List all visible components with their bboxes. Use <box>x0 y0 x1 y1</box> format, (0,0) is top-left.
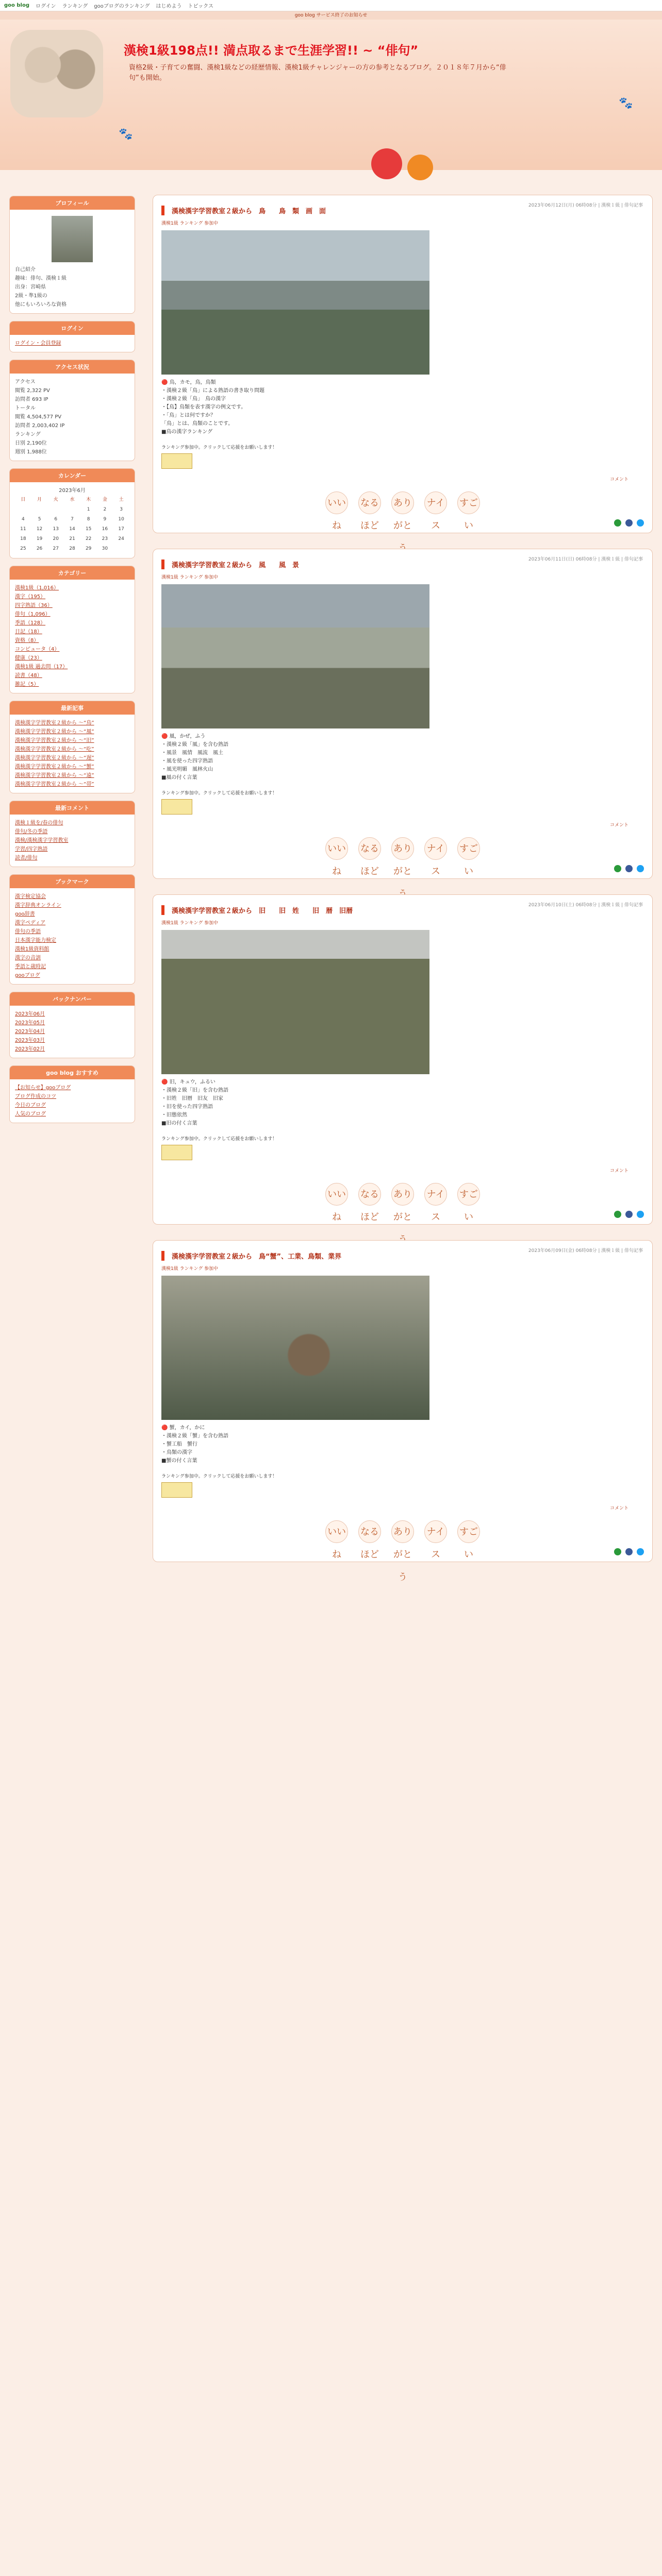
calendar-day[interactable]: 24 <box>118 536 124 541</box>
share-icon[interactable] <box>637 1548 644 1555</box>
access-row: 訪問者 2,003,402 IP <box>15 423 65 429</box>
post-title[interactable]: 漢検漢字学習教室２級から 鳥 鳥 類 画 面 <box>161 206 644 215</box>
categories-link[interactable]: 日記（18） <box>15 629 42 635</box>
blog-title[interactable]: 漢検1級198点!! 満点取るまで生涯学習!! ~ “俳句” <box>124 43 419 58</box>
calendar-box <box>9 468 135 558</box>
comments-box <box>9 801 135 867</box>
backnumber-link[interactable]: 2023年04月 <box>15 1029 45 1035</box>
calendar-day-head: 金 <box>102 497 107 502</box>
comments-link[interactable]: 漢検１級を/春の俳句 <box>15 820 63 826</box>
access-row: 閲覧 2,322 PV <box>15 388 50 394</box>
calendar-day[interactable] <box>47 505 64 515</box>
categories-link[interactable]: 漢検1級（1,016） <box>15 585 59 591</box>
comments-link[interactable]: 漢検/漢検漢字学習教室 <box>15 838 69 843</box>
topbar-item[interactable]: ランキング <box>62 4 88 9</box>
post-date: 2023年06月11日(日) 06時08分 | 漢検１級 | 俳句記事 <box>528 557 643 562</box>
backnumber-box <box>9 992 135 1058</box>
service-notice[interactable]: goo blog サービス終了のお知らせ <box>0 11 662 20</box>
share-icon[interactable] <box>614 1548 621 1555</box>
calendar-day-head: 火 <box>53 497 58 502</box>
profile-line: 自己紹介 <box>15 267 36 273</box>
blog-post <box>153 894 653 1225</box>
post-title[interactable]: 漢検漢字学習教室２級から 鳥“蟹”、工業、鳥類、業界 <box>161 1251 644 1261</box>
calendar-month: 2023年6月 <box>59 488 86 494</box>
access-row: ランキング <box>15 432 41 437</box>
reaction-button[interactable]: すごい <box>457 1520 480 1543</box>
comment-link[interactable]: コメント <box>609 823 628 828</box>
calendar-day[interactable]: 6 <box>54 517 58 522</box>
reaction-bar <box>161 1183 644 1223</box>
reaction-button[interactable]: ありがとう <box>391 1520 414 1543</box>
backnumber-link[interactable]: 2023年05月 <box>15 1020 45 1026</box>
comments-link[interactable]: 俳句/冬の季語 <box>15 829 48 835</box>
reaction-button[interactable]: なるほど <box>358 837 381 860</box>
gooblog-link[interactable]: 今日のブログ <box>15 1103 46 1108</box>
paw-icon: 🐾 <box>619 97 633 110</box>
calendar-day[interactable]: 17 <box>118 527 124 532</box>
post-photo <box>161 1276 429 1420</box>
categories-link[interactable]: 資格（8） <box>15 638 39 643</box>
topbar-item[interactable]: トピックス <box>188 4 213 9</box>
calendar-day[interactable]: 27 <box>53 546 59 551</box>
categories-link[interactable]: 健康（23） <box>15 655 42 661</box>
comment-link[interactable]: コメント <box>609 1506 628 1511</box>
access-box <box>9 360 135 461</box>
calendar-day[interactable]: 3 <box>120 507 123 512</box>
reaction-bar <box>161 1520 644 1583</box>
bookmark-link[interactable]: goo辞書 <box>15 911 35 917</box>
calendar-day[interactable]: 7 <box>71 517 74 522</box>
bookmark-link[interactable]: 季語と歳時記 <box>15 964 46 970</box>
reaction-button[interactable]: いいね <box>325 837 348 860</box>
calendar-table <box>15 495 129 554</box>
gooblog-link[interactable]: 人気のブログ <box>15 1111 46 1117</box>
share-icon[interactable] <box>625 519 633 527</box>
yarn-ball-icon <box>407 155 433 180</box>
bookmark-link[interactable]: 漢字辞典オンライン <box>15 903 61 908</box>
box-heading: バックナンバー <box>10 992 135 1006</box>
calendar-day[interactable] <box>113 544 129 554</box>
calendar-day[interactable]: 19 <box>36 536 43 541</box>
backnumber-link[interactable]: 2023年06月 <box>15 1011 45 1017</box>
blog-description: 資格2級・子育ての奮闘、漢検1級などの経歴情報、漢検1級チャレンジャーの方の参考となるブログ。２０１８年７月から“俳句”も開始。 <box>129 64 506 82</box>
categories-link[interactable]: コンピュータ（4） <box>15 647 60 652</box>
yarn-ball-icon <box>371 148 402 179</box>
bookmark-link[interactable]: 漢字ペディア <box>15 920 46 926</box>
comments-link[interactable]: 学習/四字熟語 <box>15 846 48 852</box>
access-row: 週別 1,988位 <box>15 449 47 455</box>
recent-link[interactable]: 漢検漢字学習教室２級から ～“鳥” <box>15 720 94 726</box>
calendar-day[interactable] <box>31 505 48 515</box>
calendar-day-head: 土 <box>119 497 124 502</box>
calendar-day[interactable]: 21 <box>69 536 75 541</box>
reaction-button[interactable]: ナイス <box>424 1520 447 1543</box>
topbar-item[interactable]: gooブログのランキング <box>94 4 150 9</box>
share-icon[interactable] <box>614 865 621 872</box>
post-highlight: ■蟹の付く言葉 <box>161 1458 197 1464</box>
reaction-button[interactable]: ナイス <box>424 1183 447 1206</box>
share-icon[interactable] <box>625 1211 633 1218</box>
share-icon[interactable] <box>625 1548 633 1555</box>
reaction-button[interactable]: すごい <box>457 492 480 514</box>
categories-link[interactable]: 漢検1級 過去問（17） <box>15 664 68 670</box>
paw-icon: 🐾 <box>119 128 133 141</box>
reaction-button[interactable]: ありがと <box>391 492 414 514</box>
calendar-day[interactable]: 2 <box>103 507 107 512</box>
calendar-day[interactable]: 26 <box>36 546 43 551</box>
post-body: 🔴 旧，キュウ，ふるい ・漢検２級「旧」を含む熟語 ・旧姓 旧暦 旧友 旧家 ・旧を使った四字熟語 ・旧態依然 <box>161 1079 228 1118</box>
profile-line: 趣味：俳句、漢検１級 <box>15 276 67 281</box>
ranking-text: ランキング参加中。クリックして応援をお願いします！ <box>161 445 277 450</box>
reaction-button[interactable]: いいね <box>325 1183 348 1206</box>
reaction-bar <box>161 837 644 877</box>
categories-link[interactable]: 四字熟語（36） <box>15 603 53 608</box>
recent-link[interactable]: 漢検漢字学習教室２級から ～“蟹” <box>15 764 94 770</box>
post-date: 2023年06月09日(金) 06時08分 | 漢検１級 | 俳句記事 <box>528 1248 643 1253</box>
share-icon[interactable] <box>614 1211 621 1218</box>
box-heading: プロフィール <box>10 196 135 210</box>
box-heading: カテゴリー <box>10 566 135 580</box>
goo-logo[interactable]: goo blog <box>4 3 29 8</box>
categories-link[interactable]: 俳句（1,096） <box>15 612 51 617</box>
bookmark-link[interactable]: 日本漢字能力検定 <box>15 938 56 943</box>
recent-link[interactable]: 漢検漢字学習教室２級から ～“吃” <box>15 747 94 752</box>
ranking-text: ランキング参加中。クリックして応援をお願いします！ <box>161 1474 277 1479</box>
comment-link[interactable]: コメント <box>609 477 628 482</box>
blog-post <box>153 549 653 879</box>
calendar-day[interactable]: 14 <box>69 527 75 532</box>
access-row: 日別 2,190位 <box>15 440 47 446</box>
post-title[interactable]: 漢検漢字学習教室２級から 旧 旧 姓 旧 暦 旧暦 <box>161 905 644 915</box>
categories-link[interactable]: 読書（48） <box>15 673 42 679</box>
post-body: 🔴 鳥，カモ，鳥，鳥類 ・漢検２級「鳥」による熟語の書き取り問題 ・漢検２級「鳥」 鳥の漢字 ・【鳥】鳥類を表す漢字の例文です。 ・「鳥」とは何ですか？ 「鳥」とは、鳥類のことです。 <box>161 380 264 427</box>
login-box <box>9 321 135 352</box>
calendar-day[interactable]: 13 <box>53 527 59 532</box>
calendar-day[interactable]: 8 <box>87 517 90 522</box>
bookmark-link[interactable]: 漢字検定協会 <box>15 894 46 900</box>
post-meta[interactable]: 漢検1級 ランキング 参加中 <box>161 1266 219 1272</box>
reaction-button[interactable]: なるほど <box>358 1520 381 1543</box>
top-bar <box>0 0 662 11</box>
reaction-button[interactable]: なるほど <box>358 492 381 514</box>
profile-line: 出身：宮崎県 <box>15 284 46 290</box>
backnumber-link[interactable]: 2023年03月 <box>15 1038 45 1043</box>
post-photo <box>161 230 429 375</box>
calendar-day-head: 水 <box>70 497 75 502</box>
goo-blog-box <box>9 1065 135 1123</box>
calendar-day[interactable]: 11 <box>20 527 26 532</box>
backnumber-link[interactable]: 2023年02月 <box>15 1046 45 1052</box>
ranking-badge[interactable] <box>161 1145 192 1160</box>
calendar-day[interactable]: 1 <box>87 507 90 512</box>
recent-link[interactable]: 漢検漢字学習教室２級から ～“遅” <box>15 755 94 761</box>
box-heading: goo blog おすすめ <box>10 1066 135 1079</box>
calendar-day[interactable]: 20 <box>53 536 59 541</box>
reaction-button[interactable]: いいね <box>325 492 348 514</box>
blog-post <box>153 1240 653 1583</box>
box-heading: ログイン <box>10 321 135 335</box>
calendar-day[interactable]: 23 <box>102 536 108 541</box>
bookmark-link[interactable]: 俳句の季語 <box>15 929 41 935</box>
calendar-day[interactable]: 29 <box>85 546 92 551</box>
ranking-text: ランキング参加中。クリックして応援をお願いします！ <box>161 791 277 796</box>
comments-link[interactable]: 読者/俳句 <box>15 855 38 861</box>
share-icon[interactable] <box>637 865 644 872</box>
reaction-button[interactable]: ナイス <box>424 837 447 860</box>
recent-link[interactable]: 漢検漢字学習教室２級から ～“風” <box>15 729 94 735</box>
post-highlight: ■風の付く言葉 <box>161 775 197 781</box>
profile-line: 他にもいろいろな資格 <box>15 302 67 308</box>
ranking-badge[interactable] <box>161 453 192 469</box>
post-photo <box>161 584 429 728</box>
reaction-bar <box>161 492 644 531</box>
ranking-badge[interactable] <box>161 799 192 815</box>
login-link[interactable]: ログイン・会員登録 <box>15 341 61 346</box>
calendar-day[interactable]: 4 <box>21 517 25 522</box>
blog-post <box>153 195 653 533</box>
recent-link[interactable]: 漢検漢字学習教室２級から ～“帯” <box>15 782 94 787</box>
categories-link[interactable]: 漢字（195） <box>15 594 46 600</box>
post-meta[interactable]: 漢検1級 ランキング 参加中 <box>161 575 219 580</box>
categories-link[interactable]: 雑記（5） <box>15 682 39 687</box>
blog-header <box>0 20 662 170</box>
share-icon[interactable] <box>637 1211 644 1218</box>
reaction-button[interactable]: なるほど <box>358 1183 381 1206</box>
box-heading: アクセス状況 <box>10 360 135 374</box>
calendar-day[interactable]: 28 <box>69 546 75 551</box>
calendar-day-head: 月 <box>37 497 42 502</box>
share-icon[interactable] <box>625 865 633 872</box>
calendar-day[interactable]: 25 <box>20 546 26 551</box>
post-photo <box>161 930 429 1074</box>
box-heading: 最新コメント <box>10 801 135 815</box>
profile-line: 2級・準1級の <box>15 293 47 299</box>
access-row: 訪問者 693 IP <box>15 397 48 402</box>
post-meta[interactable]: 漢検1級 ランキング 参加中 <box>161 221 219 226</box>
ranking-text: ランキング参加中。クリックして応援をお願いします！ <box>161 1137 277 1142</box>
calendar-day[interactable]: 5 <box>38 517 41 522</box>
calendar-day[interactable]: 9 <box>103 517 107 522</box>
calendar-day-head: 木 <box>86 497 91 502</box>
calendar-day[interactable]: 30 <box>102 546 108 551</box>
topbar-item[interactable]: はじめよう <box>156 4 182 9</box>
calendar-day[interactable] <box>15 505 31 515</box>
bookmark-box <box>9 874 135 985</box>
calendar-day[interactable]: 10 <box>118 517 124 522</box>
gooblog-link[interactable]: 【お知らせ】gooブログ <box>15 1085 71 1091</box>
calendar-day[interactable]: 12 <box>36 527 43 532</box>
post-meta[interactable]: 漢検1級 ランキング 参加中 <box>161 921 219 926</box>
post-title[interactable]: 漢検漢字学習教室２級から 風 風 景 <box>161 560 644 569</box>
calendar-day-head: 日 <box>21 497 26 502</box>
post-body: 🔴 風，かぜ，ふう ・漢検２級「風」を含む熟語 ・風景 風情 風流 風土 ・風を使った四字熟語 ・風光明媚 風林火山 <box>161 734 228 772</box>
access-row: 閲覧 4,504,577 PV <box>15 414 62 420</box>
recent-link[interactable]: 漢検漢字学習教室２級から ～“遠” <box>15 773 94 778</box>
share-icon[interactable] <box>637 519 644 527</box>
comment-link[interactable]: コメント <box>609 1168 628 1174</box>
sidebar <box>9 196 135 1130</box>
calendar-day[interactable]: 18 <box>20 536 26 541</box>
reaction-button[interactable]: ありがと <box>391 1183 414 1206</box>
profile-photo <box>52 216 93 262</box>
bookmark-link[interactable]: 漢字の音訓 <box>15 955 41 961</box>
main-column <box>153 195 653 1583</box>
post-highlight: ■旧の付く言葉 <box>161 1121 197 1126</box>
reaction-button[interactable]: ありがと <box>391 837 414 860</box>
category-box <box>9 566 135 693</box>
access-row: アクセス <box>15 379 36 385</box>
reaction-button[interactable]: いいね <box>325 1520 348 1543</box>
post-date: 2023年06月12日(月) 06時08分 | 漢検１級 | 俳句記事 <box>528 203 643 208</box>
bookmark-link[interactable]: gooブログ <box>15 973 40 978</box>
access-row: トータル <box>15 405 36 411</box>
calendar-day[interactable]: 15 <box>85 527 92 532</box>
gooblog-link[interactable]: ブログ作成のコツ <box>15 1094 56 1099</box>
reaction-button[interactable]: ナイス <box>424 492 447 514</box>
ranking-badge[interactable] <box>161 1482 192 1498</box>
box-heading: カレンダー <box>10 469 135 482</box>
bookmark-link[interactable]: 漢検1級資料館 <box>15 946 49 952</box>
profile-box <box>9 196 135 314</box>
post-date: 2023年06月10日(土) 06時08分 | 漢検１級 | 俳句記事 <box>528 903 643 908</box>
box-heading: 最新記事 <box>10 701 135 715</box>
share-icon[interactable] <box>614 519 621 527</box>
cats-image <box>10 30 103 117</box>
post-highlight: ■鳥の漢字ランキング <box>161 429 213 435</box>
calendar-day[interactable]: 16 <box>102 527 108 532</box>
post-body: 🔴 蟹，カイ，かに ・漢検２級「蟹」を含む熟語 ・蟹工船 蟹行 ・鳥類の漢字 <box>161 1425 228 1455</box>
calendar-day[interactable] <box>64 505 80 515</box>
box-heading: ブックマーク <box>10 875 135 888</box>
reaction-button[interactable]: すごい <box>457 1183 480 1206</box>
categories-link[interactable]: 季語（128） <box>15 620 46 626</box>
calendar-day[interactable]: 22 <box>85 536 92 541</box>
topbar-item[interactable]: ログイン <box>36 4 56 9</box>
reaction-button[interactable]: すごい <box>457 837 480 860</box>
recent-link[interactable]: 漢検漢字学習教室２級から ～“旧” <box>15 738 94 743</box>
recent-posts-box <box>9 701 135 793</box>
